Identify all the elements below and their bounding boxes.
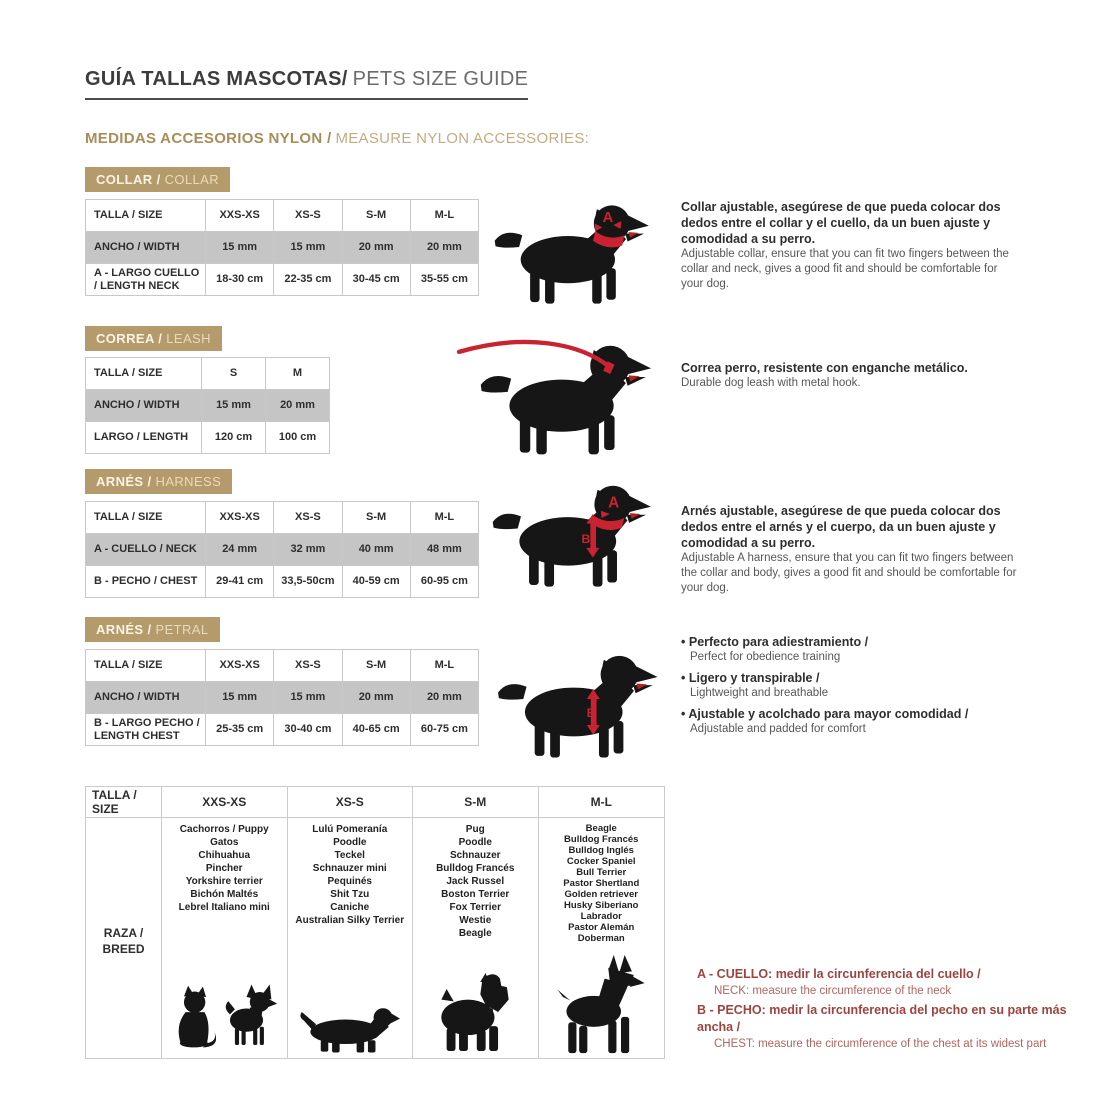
table-cell: 100 cm (266, 422, 330, 454)
breed-row-label (86, 818, 162, 1058)
table-cell: 20 mm (343, 232, 411, 264)
table-cell: 20 mm (343, 682, 411, 714)
page-subtitle-en: MEASURE NYLON ACCESSORIES: (335, 130, 590, 147)
breed-item: Schnauzer mini (312, 863, 387, 874)
breed-item: Teckel (334, 850, 365, 861)
footnote-b-es: B - PECHO: medir la circunferencia del pecho en su parte más ancha / (697, 1003, 1067, 1034)
table-cell: 30-45 cm (343, 264, 411, 296)
table-cell: 18-30 cm (206, 264, 274, 296)
table-cell: ANCHO / WIDTH (86, 682, 206, 714)
breed-item: Gatos (210, 837, 239, 848)
silhouette-cat-and-chihuahua (170, 977, 278, 1055)
table-cell: 20 mm (266, 390, 330, 422)
bullet-es: • Ligero y transpirable / (681, 670, 1021, 686)
table-cell: S-M (343, 650, 411, 682)
breed-item: Bulldog Francés (436, 863, 515, 874)
breed-header-xxs-xs: XXS-XS (162, 787, 288, 818)
table-cell: XXS-XS (206, 200, 274, 232)
breed-item: Pequinés (327, 876, 372, 887)
table-cell: 60-95 cm (411, 566, 479, 598)
table-cell: TALLA / SIZE (86, 358, 202, 390)
table-cell: XXS-XS (206, 650, 274, 682)
section-badge-petral (85, 617, 220, 642)
badge-label-en: HARNESS (155, 474, 222, 489)
table-cell: XS-S (274, 502, 342, 534)
bullet-item (681, 634, 1021, 665)
leash-desc-es: Correa perro, resistente con enganche metálico. (681, 361, 968, 375)
svg-text:A: A (602, 208, 614, 226)
chihuahua-icon (220, 977, 278, 1055)
breed-item: Pincher (205, 863, 243, 874)
table-cell: XXS-XS (206, 502, 274, 534)
table-cell: ANCHO / WIDTH (86, 390, 202, 422)
badge-label-en: LEASH (166, 331, 211, 346)
footnote-b-en: CHEST: measure the circumference of the chest at its widest part (714, 1038, 1047, 1050)
table-cell: M-L (411, 502, 479, 534)
breed-item: Poodle (333, 837, 367, 848)
collar-desc-en: Adjustable collar, ensure that you can fit two fingers between the collar and neck, gives a good fit and should be comfortable for your dog. (681, 248, 1009, 290)
breed-item: Bulldog Francés (564, 834, 639, 845)
leash-desc-en: Durable dog leash with metal hook. (681, 377, 861, 389)
table-cell: 20 mm (411, 682, 479, 714)
breed-column-s-m (413, 818, 539, 1058)
table-cell: TALLA / SIZE (86, 200, 206, 232)
breed-item: Jack Russel (446, 876, 505, 887)
footnote-a (697, 966, 1092, 999)
breed-item: Schnauzer (449, 850, 501, 861)
table-cell: S-M (343, 502, 411, 534)
breed-item: Lebrel Italiano mini (178, 902, 270, 913)
raza-label: RAZA / (103, 925, 144, 940)
table-cell: 60-75 cm (411, 714, 479, 746)
table-cell: 24 mm (206, 534, 274, 566)
bullet-en: Lightweight and breathable (690, 687, 829, 699)
table-cell: 25-35 cm (206, 714, 274, 746)
table-cell: 30-40 cm (274, 714, 342, 746)
breed-item: Pastor Shertland (563, 878, 640, 889)
breed-item: Doberman (577, 933, 625, 944)
breed-item: Bulldog Inglés (568, 845, 634, 856)
cat-icon (170, 979, 216, 1055)
harness-desc-en: Adjustable A harness, ensure that you can fit two fingers between the collar and body, gives a good fit and should be comfortable for your dog. (681, 552, 1017, 594)
breed-item: Lulú Pomeranía (312, 824, 388, 835)
footnote-b (697, 1002, 1092, 1052)
breed-item: Shit Tzu (330, 889, 370, 900)
leash-size-table (85, 357, 330, 454)
table-cell: A - CUELLO / NECK (86, 534, 206, 566)
breed-list (436, 823, 514, 940)
breed-table-body (86, 818, 664, 1058)
breed-header-talla-size: TALLA / SIZE (86, 787, 162, 818)
table-cell: 15 mm (202, 390, 266, 422)
table-cell: 22-35 cm (274, 264, 342, 296)
breed-item: Golden retriever (564, 889, 638, 900)
breed-item: Yorkshire terrier (185, 876, 263, 887)
table-cell: 120 cm (202, 422, 266, 454)
breed-item: Labrador (580, 911, 622, 922)
collar-description (681, 199, 1021, 292)
table-cell: A - LARGO CUELLO / LENGTH NECK (86, 264, 206, 296)
table-cell: 29-41 cm (206, 566, 274, 598)
dog-harness-figure (487, 472, 655, 594)
badge-label-en: PETRAL (155, 622, 209, 637)
page-title-en: PETS SIZE GUIDE (352, 68, 529, 90)
table-cell: 15 mm (274, 232, 342, 264)
badge-label-es: ARNÉS / (96, 622, 152, 637)
dog-petral-figure (494, 642, 660, 765)
leash-description (681, 360, 1021, 391)
svg-text:B: B (581, 532, 591, 547)
table-cell: 48 mm (411, 534, 479, 566)
page-subtitle-es: MEDIDAS ACCESORIOS NYLON / (85, 130, 332, 147)
table-cell: 40 mm (343, 534, 411, 566)
dachshund-icon (300, 1001, 400, 1055)
breed-label: BREED (102, 941, 145, 956)
table-cell: 35-55 cm (411, 264, 479, 296)
section-badge-harness (85, 469, 232, 494)
breed-column-m-l (539, 818, 665, 1058)
breed-item: Pug (465, 824, 485, 835)
silhouette-dachshund (300, 1001, 400, 1055)
table-cell: TALLA / SIZE (86, 650, 206, 682)
dog-harness-illustration (487, 472, 655, 589)
breed-column-xxs-xs (162, 818, 288, 1058)
bullet-en: Perfect for obedience training (690, 651, 841, 663)
svg-text:B: B (586, 705, 596, 720)
badge-label-es: CORREA / (96, 331, 163, 346)
bullet-en: Adjustable and padded for comfort (690, 723, 866, 735)
bullet-es: • Perfecto para adiestramiento / (681, 634, 1021, 650)
dog-collar-illustration (487, 192, 655, 306)
breed-item: Australian Silky Terrier (295, 915, 405, 926)
table-cell: 40-65 cm (343, 714, 411, 746)
dog-leash-figure (443, 331, 661, 462)
breed-item: Beagle (585, 823, 617, 834)
breed-header-m-l: M-L (539, 787, 665, 818)
bullet-item (681, 670, 1021, 701)
dog-petral-illustration (494, 642, 660, 760)
table-cell: 15 mm (206, 682, 274, 714)
table-cell: 15 mm (274, 682, 342, 714)
badge-label-en: COLLAR (164, 172, 220, 187)
breed-item: Bichón Maltés (190, 889, 259, 900)
table-cell: S-M (343, 200, 411, 232)
table-cell: B - PECHO / CHEST (86, 566, 206, 598)
footnote-a-es: A - CUELLO: medir la circunferencia del cuello / (697, 967, 981, 981)
breed-table-header (86, 787, 664, 818)
breed-list (563, 823, 639, 944)
table-cell: S (202, 358, 266, 390)
breed-item: Caniche (330, 902, 370, 913)
breed-item: Chihuahua (198, 850, 251, 861)
page-title (85, 68, 528, 100)
breed-item: Boston Terrier (441, 889, 510, 900)
section-badge-leash (85, 326, 222, 351)
table-cell: M-L (411, 200, 479, 232)
bullet-item (681, 706, 1021, 737)
table-cell: 15 mm (206, 232, 274, 264)
table-cell: XS-S (274, 650, 342, 682)
breed-column-xs-s (288, 818, 414, 1058)
table-cell: B - LARGO PECHO / LENGTH CHEST (86, 714, 206, 746)
table-cell: LARGO / LENGTH (86, 422, 202, 454)
breed-item: Pastor Alemán (568, 922, 635, 933)
breed-list (179, 823, 270, 914)
breed-item: Beagle (458, 928, 492, 939)
table-cell: XS-S (274, 200, 342, 232)
page-title-es: GUÍA TALLAS MASCOTAS/ (85, 68, 348, 90)
breed-list (295, 823, 404, 927)
breed-header-s-m: S-M (413, 787, 539, 818)
table-cell: 20 mm (411, 232, 479, 264)
collar-size-table (85, 199, 479, 296)
harness-size-table (85, 501, 479, 598)
collar-desc-es: Collar ajustable, asegúrese de que pueda colocar dos dedos entre el collar y el cuello, da un buen ajuste y comodidad a su perro. (681, 200, 1001, 246)
silhouette-doberman (557, 955, 645, 1055)
footnote-a-en: NECK: measure the circumference of the neck (714, 985, 952, 997)
breed-item: Bull Terrier (576, 867, 627, 878)
section-badge-collar (85, 167, 230, 192)
harness-desc-es: Arnés ajustable, asegúrese de que pueda colocar dos dedos entre el arnés y el cuerpo, da un buen ajuste y comodidad a su perro. (681, 504, 1001, 550)
silhouette-schnauzer (436, 969, 514, 1055)
breed-header-xs-s: XS-S (288, 787, 414, 818)
breed-item: Fox Terrier (449, 902, 501, 913)
table-cell: 40-59 cm (343, 566, 411, 598)
harness-description (681, 503, 1021, 596)
schnauzer-icon (436, 969, 514, 1055)
breed-item: Westie (459, 915, 492, 926)
table-cell: 32 mm (274, 534, 342, 566)
breed-table (85, 786, 665, 1059)
table-cell: M (266, 358, 330, 390)
breed-item: Cachorros / Puppy (179, 824, 269, 835)
petral-size-table (85, 649, 479, 746)
breed-item: Poodle (458, 837, 492, 848)
page-subtitle (85, 130, 589, 148)
bullet-es: • Ajustable y acolchado para mayor comodidad / (681, 706, 1021, 722)
breed-item: Husky Siberiano (564, 900, 639, 911)
table-cell: TALLA / SIZE (86, 502, 206, 534)
dog-collar-figure (487, 192, 655, 311)
petral-bullets (681, 634, 1021, 742)
svg-text:A: A (608, 494, 620, 512)
table-cell: 33,5-50cm (274, 566, 342, 598)
table-cell: ANCHO / WIDTH (86, 232, 206, 264)
badge-label-es: COLLAR / (96, 172, 161, 187)
badge-label-es: ARNÉS / (96, 474, 152, 489)
doberman-icon (557, 955, 645, 1055)
measure-footnotes (697, 966, 1092, 1055)
breed-item: Cocker Spaniel (566, 856, 636, 867)
table-cell: M-L (411, 650, 479, 682)
dog-leash-illustration (443, 331, 661, 457)
